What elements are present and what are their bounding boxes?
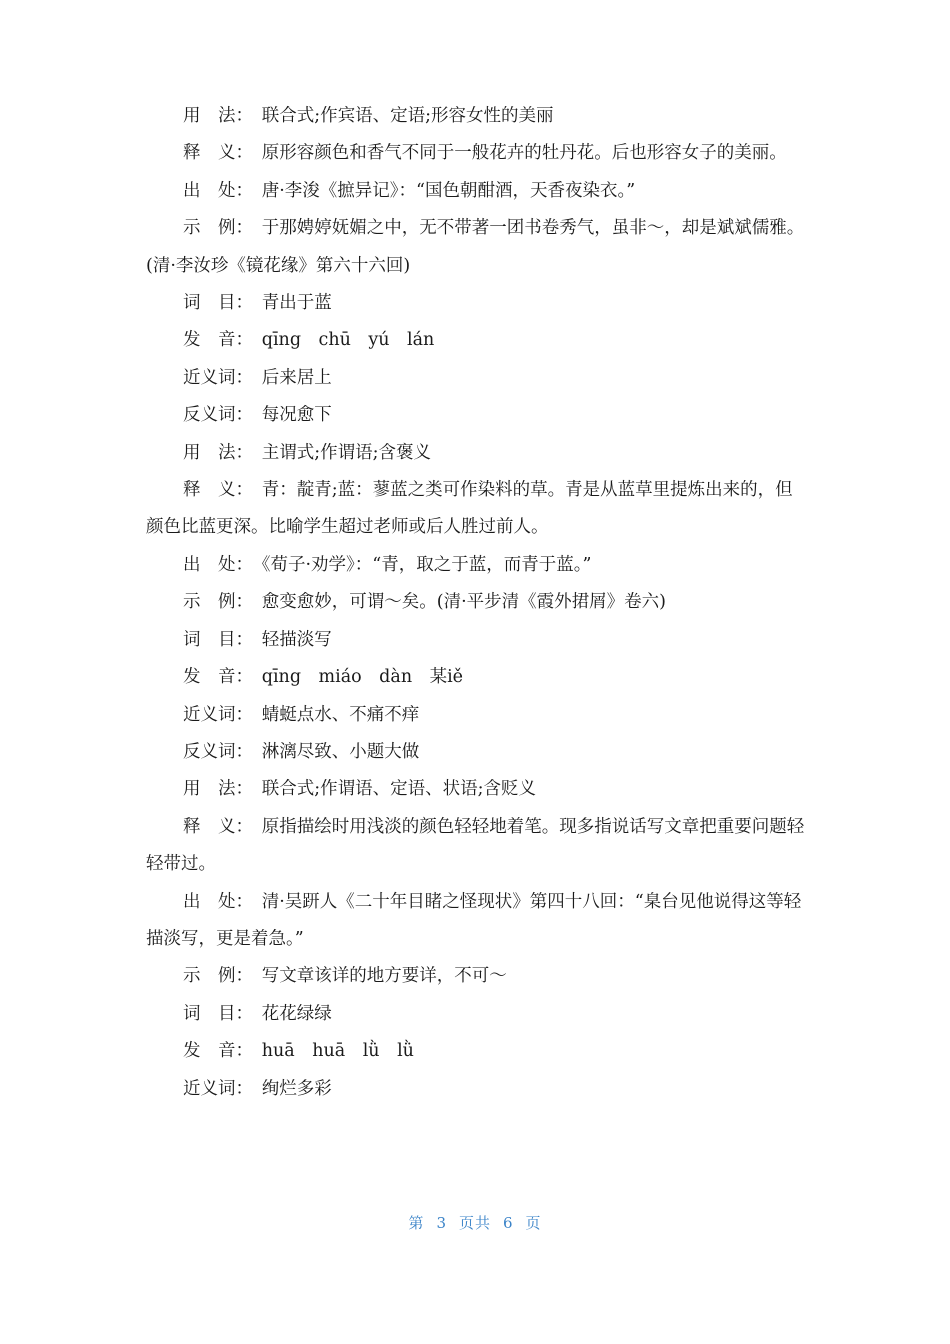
page-label-prefix: 第 bbox=[408, 1214, 425, 1232]
entry-paragraph: 发 音： qīng chū yú lán bbox=[183, 330, 435, 351]
document-body bbox=[146, 98, 806, 1108]
entry-paragraph: 近义词： 蜻蜓点水、不痛不痒 bbox=[183, 704, 420, 725]
entry-paragraph: 用 法： 主谓式;作谓语;含褒义 bbox=[183, 442, 432, 463]
entry-paragraph: 反义词： 每况愈下 bbox=[183, 405, 332, 426]
entry-paragraph: 示 例： 写文章该详的地方要详，不可～ bbox=[183, 966, 507, 987]
entry-paragraph: 示 例： 愈变愈妙，可谓～矣。(清·平步清《霞外捃屑》卷六) bbox=[183, 592, 666, 613]
page-footer bbox=[0, 1212, 950, 1233]
entry-paragraph: 发 音： qīng miáo dàn 某iě bbox=[183, 667, 464, 688]
page-label-middle: 页共 bbox=[458, 1214, 491, 1232]
entry-paragraph: 词 目： 青出于蓝 bbox=[183, 293, 332, 314]
entry-paragraph: 释 义： 青：靛青;蓝：蓼蓝之类可作染料的草。青是从蓝草里提炼出来的，但颜色比蓝更深。比喻学生超过老师或后人胜过前人。 bbox=[146, 480, 793, 538]
entry-paragraph: 反义词： 淋漓尽致、小题大做 bbox=[183, 741, 420, 762]
entry-paragraph: 近义词： 绚烂多彩 bbox=[183, 1078, 332, 1099]
entry-paragraph: 出 处： 《荀子·劝学》：“青，取之于蓝，而青于蓝。” bbox=[183, 554, 592, 575]
entry-paragraph: 用 法： 联合式;作谓语、定语、状语;含贬义 bbox=[183, 779, 537, 800]
entry-paragraph: 发 音： huā huā lǜ lǜ bbox=[183, 1041, 414, 1062]
page-label-suffix: 页 bbox=[525, 1214, 542, 1232]
entry-paragraph: 词 目： 花花绿绿 bbox=[183, 1003, 332, 1024]
entry-paragraph: 用 法： 联合式;作宾语、定语;形容女性的美丽 bbox=[183, 106, 554, 126]
entry-paragraph: 释 义： 原形容颜色和香气不同于一般花卉的牡丹花。后也形容女子的美丽。 bbox=[183, 143, 787, 164]
entry-paragraph: 词 目： 轻描淡写 bbox=[183, 629, 332, 650]
entry-paragraph: 出 处： 唐·李浚《摭异记》：“国色朝酣酒，天香夜染衣。” bbox=[183, 180, 636, 201]
page-number: 3 bbox=[436, 1214, 447, 1232]
total-pages: 6 bbox=[503, 1214, 514, 1232]
entry-paragraph: 出 处： 清·吴趼人《二十年目睹之怪现状》第四十八回：“臬台见他说得这等轻描淡写，更是着急。” bbox=[146, 891, 802, 949]
entry-paragraph: 近义词： 后来居上 bbox=[183, 367, 332, 388]
entry-paragraph: 示 例： 于那娉婷妩媚之中，无不带著一团书卷秀气，虽非～，却是斌斌儒雅。(清·李汝珍《镜花缘》第六十六回) bbox=[146, 218, 805, 276]
entry-paragraph: 释 义： 原指描绘时用浅淡的颜色轻轻地着笔。现多指说话写文章把重要问题轻轻带过。 bbox=[146, 816, 805, 875]
